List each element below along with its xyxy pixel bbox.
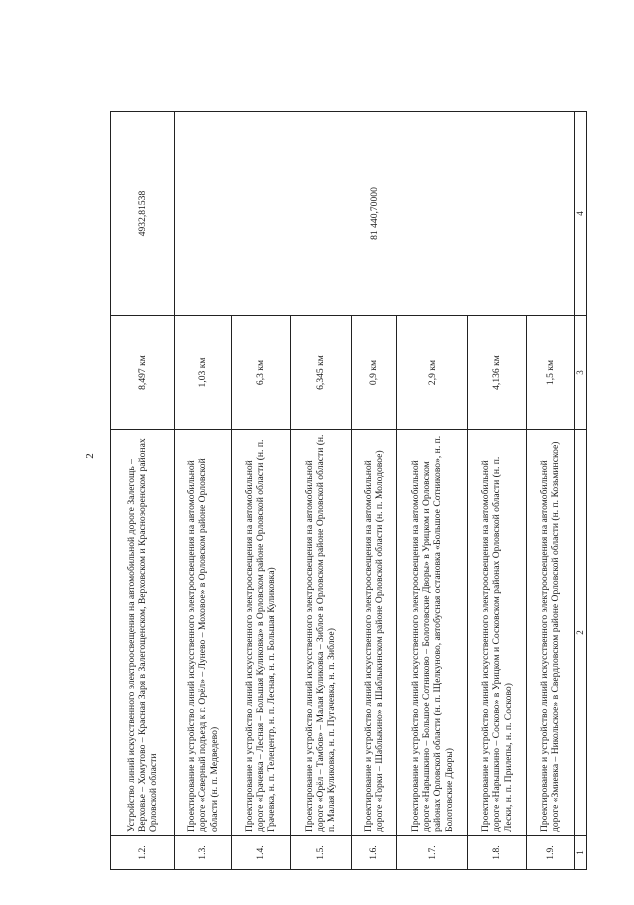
rotated-table-container xyxy=(110,112,587,870)
row-description: Проектирование и устройство линий искусственного электроосвещения на автомобильной дороге «Северный подъезд к г. Орёл» – Лунево – Моховое» в Орловском районе Орловской области (н. п. Медведево) xyxy=(174,430,231,836)
row-number: 1.8. xyxy=(468,836,527,870)
row-length: 2,9 км xyxy=(397,316,468,430)
column-number: 1 xyxy=(574,836,586,870)
row-description: Проектирование и устройство линий искусственного электроосвещения на автомобильной дороге «Нарышкино – Сосково» в Урицком и Сосковском районах Орловской области (н. п. Лески, н. п. Прилепы, н. п. Сосково) xyxy=(468,430,527,836)
row-number: 1.5. xyxy=(290,836,351,870)
table-wrapper xyxy=(110,112,587,870)
row-number: 1.3. xyxy=(174,836,231,870)
column-number: 2 xyxy=(574,430,586,836)
page-number: 2 xyxy=(84,453,96,459)
row-length: 8,497 км xyxy=(111,316,175,430)
row-description: Проектирование и устройство линий искусственного электроосвещения на автомобильной дороге «Змиевка – Никольское» в Свердловском районе Орловской области (н. п. Козьминское) xyxy=(527,430,575,836)
row-length: 0,9 км xyxy=(351,316,397,430)
column-number-row xyxy=(574,112,586,870)
row-description: Проектирование и устройство линий искусственного электроосвещения на автомобильной дороге «Горки – Шаблыкино» в Шаблыкинском районе Орловской области (н. п. Молодовое) xyxy=(351,430,397,836)
merged-cost: 81 440,70000 xyxy=(174,112,574,316)
row-number: 1.4. xyxy=(231,836,290,870)
row-number: 1.7. xyxy=(397,836,468,870)
column-number: 4 xyxy=(574,112,586,316)
table-row xyxy=(111,112,175,870)
row-number: 1.2. xyxy=(111,836,175,870)
works-table xyxy=(110,111,587,870)
row-length: 6,3 км xyxy=(231,316,290,430)
table-row xyxy=(174,112,231,870)
row-length: 1,03 км xyxy=(174,316,231,430)
row-number: 1.9. xyxy=(527,836,575,870)
row-description: Проектирование и устройство линий искусственного электроосвещения на автомобильной дороге «Грачевка – Лесная – Большая Куликовка» в Орловском районе Орловской области (н. п. Грачевка, н. п. Телецентр, н. п. Лесная, н. п. Большая Куликовка) xyxy=(231,430,290,836)
row-length: 4,136 км xyxy=(468,316,527,430)
row-description: Проектирование и устройство линий искусственного электроосвещения на автомобильной дороге «Нарышкино – Большое Сотниково – Болотовские Дворы» в Урицком и Орловском районах Орловской области (н. п. Щелкуново, автобусная остановка «Большое Сотниково», н. п. Болотовские Дворы) xyxy=(397,430,468,836)
row-number: 1.6. xyxy=(351,836,397,870)
row-cost: 4932,81538 xyxy=(111,112,175,316)
row-description: Устройство линий искусственного электроосвещения на автомобильной дороге Залегощь – Верховье – Хомутово – Красная Заря в Залегощенском, Верховском и Красноэоренском районах Орловской области xyxy=(111,430,175,836)
column-number: 3 xyxy=(574,316,586,430)
row-description: Проектирование и устройство линий искусственного электроосвещения на автомобильной дороге «Орёл – Тамбов» – Малая Куликовка – Зиблое в Орловском районе Орловской области (н. п. Малая Куликовка, н. п. Пугачевка, н. п. Зиблое) xyxy=(290,430,351,836)
row-length: 1,5 км xyxy=(527,316,575,430)
row-length: 6,345 км xyxy=(290,316,351,430)
